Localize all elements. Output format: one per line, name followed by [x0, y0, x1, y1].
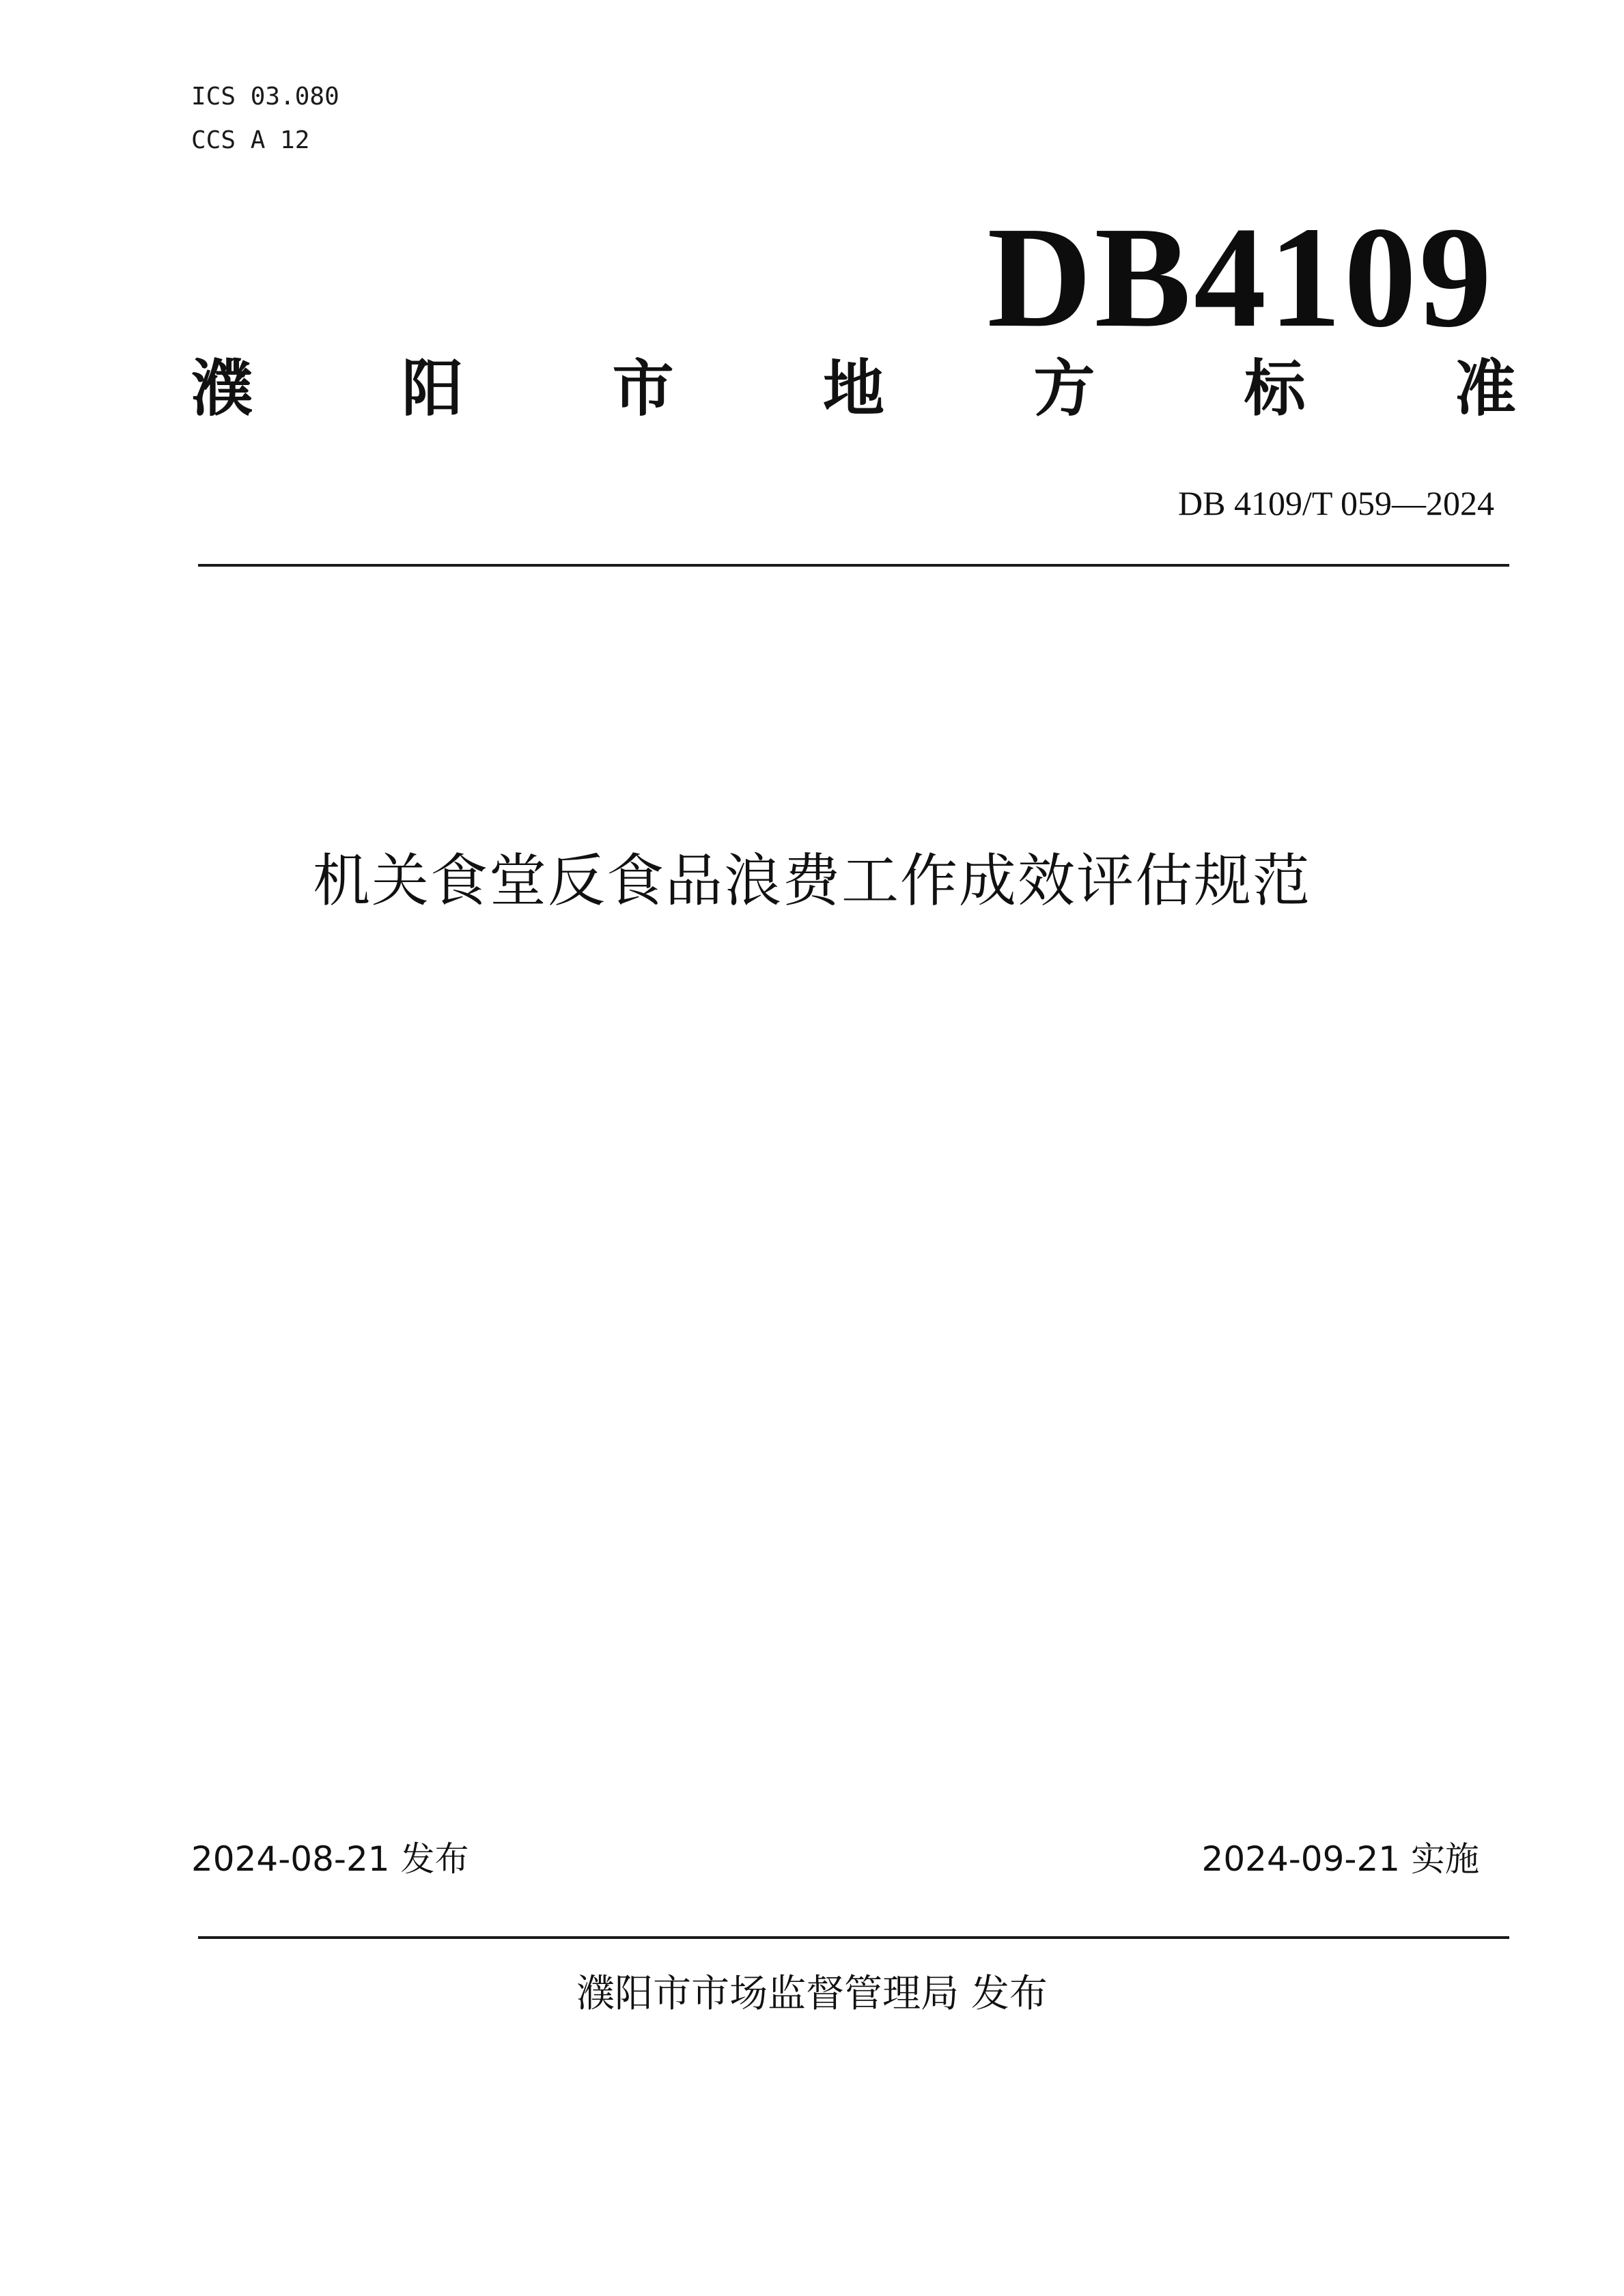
standard-type-char: 地 [822, 353, 884, 425]
publisher: 濮阳市市场监督管理局 发布 [576, 1972, 1048, 2016]
issue-date: 2024-08-21 发布 [191, 1839, 469, 1879]
effective-date: 2024-09-21 实施 [1201, 1839, 1479, 1879]
top-divider [198, 564, 1509, 567]
standard-type-heading [191, 353, 1516, 425]
document-title: 机关食堂反食品浪费工作成效评估规范 [312, 847, 1311, 914]
ccs-code: CCS A 12 [191, 126, 310, 154]
standard-type-char: 准 [1454, 353, 1516, 425]
standard-type-char: 阳 [402, 353, 464, 425]
ics-code: ICS 03.080 [191, 83, 339, 111]
standard-number: DB 4109/T 059—2024 [1178, 484, 1494, 522]
bottom-divider [198, 1936, 1509, 1939]
standard-type-char: 濮 [191, 353, 253, 425]
standard-type-char: 方 [1033, 353, 1095, 425]
standard-logo: DB4109 [987, 197, 1494, 357]
standard-type-char: 标 [1244, 353, 1306, 425]
standard-type-char: 市 [612, 353, 674, 425]
